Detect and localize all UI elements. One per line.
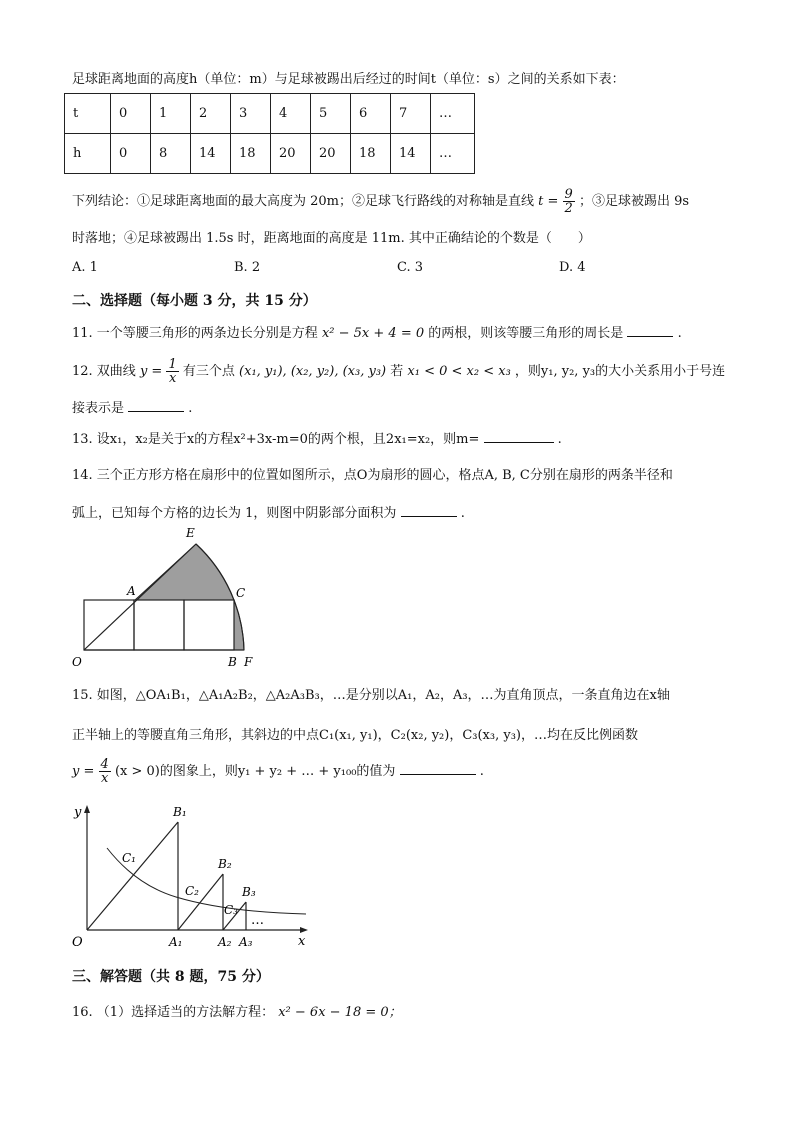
label-a3: A₃ bbox=[239, 935, 253, 949]
label-a1: A₁ bbox=[169, 935, 183, 949]
hypotenuse-ob1 bbox=[87, 822, 178, 930]
frac-num: 9 bbox=[564, 187, 573, 202]
q11 bbox=[72, 322, 682, 341]
table-cell: 0 bbox=[111, 94, 151, 134]
table-cell: 6 bbox=[351, 94, 391, 134]
q14-line2 bbox=[72, 502, 465, 521]
q12-cond-pre: 若 bbox=[390, 364, 404, 379]
frac-den: 2 bbox=[564, 201, 573, 216]
table-cell: 8 bbox=[151, 134, 191, 174]
q12-cond: x₁ < 0 < x₂ < x₃ bbox=[407, 364, 511, 379]
table-cell: t bbox=[65, 94, 111, 134]
x-axis-arrow bbox=[300, 927, 308, 933]
label-y: y bbox=[74, 805, 82, 820]
label-a2: A₂ bbox=[218, 935, 232, 949]
q10-line2: 时落地；④足球被踢出 1.5s 时，距离地面的高度是 11m. 其中正确结论的个数是（ ） bbox=[72, 231, 591, 246]
continuation-dots: … bbox=[251, 913, 264, 928]
table-cell: 4 bbox=[271, 94, 311, 134]
q14-text: 弧上，已知每个方格的边长为 1，则图中阴影部分面积为 bbox=[72, 506, 397, 521]
hyperbola-figure bbox=[66, 800, 316, 950]
q15-line2: 正半轴上的等腰直角三角形，其斜边的中点C₁(x₁, y₁)，C₂(x₂, y₂)，C₃(x₃, y₃)，…均在反比例函数 bbox=[72, 728, 638, 743]
q12-mid: 有三个点 bbox=[182, 364, 235, 379]
table-cell: 3 bbox=[231, 94, 271, 134]
table-cell: 18 bbox=[351, 134, 391, 174]
frac-num: 1 bbox=[168, 357, 177, 372]
label-e: E bbox=[186, 526, 195, 540]
table-cell: 20 bbox=[311, 134, 351, 174]
answer-blank[interactable] bbox=[627, 324, 673, 337]
q16-text: 16. （1）选择适当的方法解方程： bbox=[72, 1005, 275, 1020]
label-o: O bbox=[72, 935, 83, 950]
q11-text: 11. 一个等腰三角形的两条边长分别是方程 bbox=[72, 326, 318, 341]
table-cell: 14 bbox=[191, 134, 231, 174]
table-cell: 2 bbox=[191, 94, 231, 134]
table-cell: 18 bbox=[231, 134, 271, 174]
q10-teq: t = bbox=[538, 194, 559, 209]
answer-blank[interactable] bbox=[401, 504, 457, 517]
grid-square bbox=[134, 600, 184, 650]
q10-text2: ；③足球被踢出 9s bbox=[578, 194, 690, 209]
table-cell: … bbox=[431, 94, 475, 134]
q15-fraction bbox=[99, 758, 111, 785]
q13 bbox=[72, 428, 562, 447]
q11-end: . bbox=[677, 326, 682, 341]
label-c3: C₃ bbox=[224, 903, 238, 917]
q12-yeq: y = bbox=[139, 364, 163, 379]
hypotenuse-a1b2 bbox=[178, 874, 223, 930]
data-table bbox=[64, 93, 475, 174]
label-o: O bbox=[72, 655, 82, 669]
q11-equation: x² − 5x + 4 = 0 bbox=[321, 326, 425, 341]
q10-fraction bbox=[563, 188, 575, 215]
label-c2: C₂ bbox=[185, 884, 199, 898]
answer-blank[interactable] bbox=[484, 430, 554, 443]
label-c: C bbox=[236, 586, 246, 600]
label-b3: B₃ bbox=[242, 885, 256, 899]
q15-line3 bbox=[72, 758, 484, 785]
option-d: D. 4 bbox=[559, 260, 586, 275]
q16 bbox=[72, 1001, 402, 1020]
section-2-title: 二、选择题（每小题 3 分，共 15 分） bbox=[72, 293, 317, 309]
q15-yeq: y = bbox=[72, 764, 95, 779]
table-cell: 7 bbox=[391, 94, 431, 134]
option-c: C. 3 bbox=[397, 260, 424, 275]
label-b: B bbox=[228, 655, 237, 669]
q13-text: 13. 设x₁，x₂是关于x的方程x²+3x-m=0的两个根，且2x₁=x₂，则m= bbox=[72, 432, 480, 447]
intro-text: 足球距离地面的高度h（单位：m）与足球被踢出后经过的时间t（单位：s）之间的关系如下表： bbox=[72, 72, 625, 87]
table-row-h bbox=[65, 134, 475, 174]
table-cell: 1 bbox=[151, 94, 191, 134]
label-b2: B₂ bbox=[218, 857, 232, 871]
q12-text: 12. 双曲线 bbox=[72, 364, 136, 379]
grid-square bbox=[184, 600, 234, 650]
label-c1: C₁ bbox=[122, 851, 136, 865]
q12-post: ，则y₁, y₂, y₃的大小关系用小于号连 bbox=[514, 364, 726, 379]
q12-line1 bbox=[72, 358, 725, 385]
q12-end: . bbox=[188, 401, 193, 416]
q14-line1: 14. 三个正方形方格在扇形中的位置如图所示，点O为扇形的圆心，格点A, B, C分别在扇形的两条半径和 bbox=[72, 468, 673, 483]
table-cell: … bbox=[431, 134, 475, 174]
q10-text: 下列结论：①足球距离地面的最大高度为 20m；②足球飞行路线的对称轴是直线 bbox=[72, 194, 535, 209]
table-cell: 14 bbox=[391, 134, 431, 174]
table-cell: 5 bbox=[311, 94, 351, 134]
q10-line1 bbox=[72, 188, 689, 215]
answer-blank[interactable] bbox=[128, 399, 184, 412]
shaded-region-right bbox=[234, 600, 244, 650]
section-3-title: 三、解答题（共 8 题，75 分） bbox=[72, 969, 270, 985]
hyperbola-curve bbox=[107, 848, 306, 914]
q11-text2: 的两根，则该等腰三角形的周长是 bbox=[428, 326, 624, 341]
table-cell: h bbox=[65, 134, 111, 174]
q12-line2 bbox=[72, 397, 192, 416]
option-a: A. 1 bbox=[72, 260, 98, 275]
frac-num: 4 bbox=[100, 757, 109, 772]
option-b: B. 2 bbox=[234, 260, 261, 275]
q12-points: (x₁, y₁), (x₂, y₂), (x₃, y₃) bbox=[239, 364, 387, 379]
label-f: F bbox=[244, 655, 253, 669]
q12-text3: 接表示是 bbox=[72, 401, 125, 416]
q15-line1: 15. 如图，△OA₁B₁，△A₁A₂B₂，△A₂A₃B₃，…是分别以A₁，A₂，A₃，…为直角顶点，一条直角边在x轴 bbox=[72, 688, 670, 703]
q12-fraction bbox=[166, 358, 178, 385]
q16-equation: x² − 6x − 18 = 0； bbox=[278, 1005, 402, 1020]
sector-figure bbox=[66, 524, 266, 670]
answer-blank[interactable] bbox=[400, 762, 476, 775]
q14-end: . bbox=[460, 506, 465, 521]
q13-end: . bbox=[557, 432, 562, 447]
frac-den: x bbox=[168, 371, 177, 386]
q15-end: . bbox=[479, 764, 484, 779]
label-x: x bbox=[298, 934, 306, 949]
label-a: A bbox=[127, 584, 136, 598]
table-cell: 0 bbox=[111, 134, 151, 174]
q15-text: (x > 0)的图象上，则y₁ + y₂ + … + y₁₀₀的值为 bbox=[114, 764, 396, 779]
frac-den: x bbox=[100, 771, 109, 786]
y-axis-arrow bbox=[84, 805, 90, 813]
table-cell: 20 bbox=[271, 134, 311, 174]
table-row-t bbox=[65, 94, 475, 134]
label-b1: B₁ bbox=[173, 805, 187, 819]
